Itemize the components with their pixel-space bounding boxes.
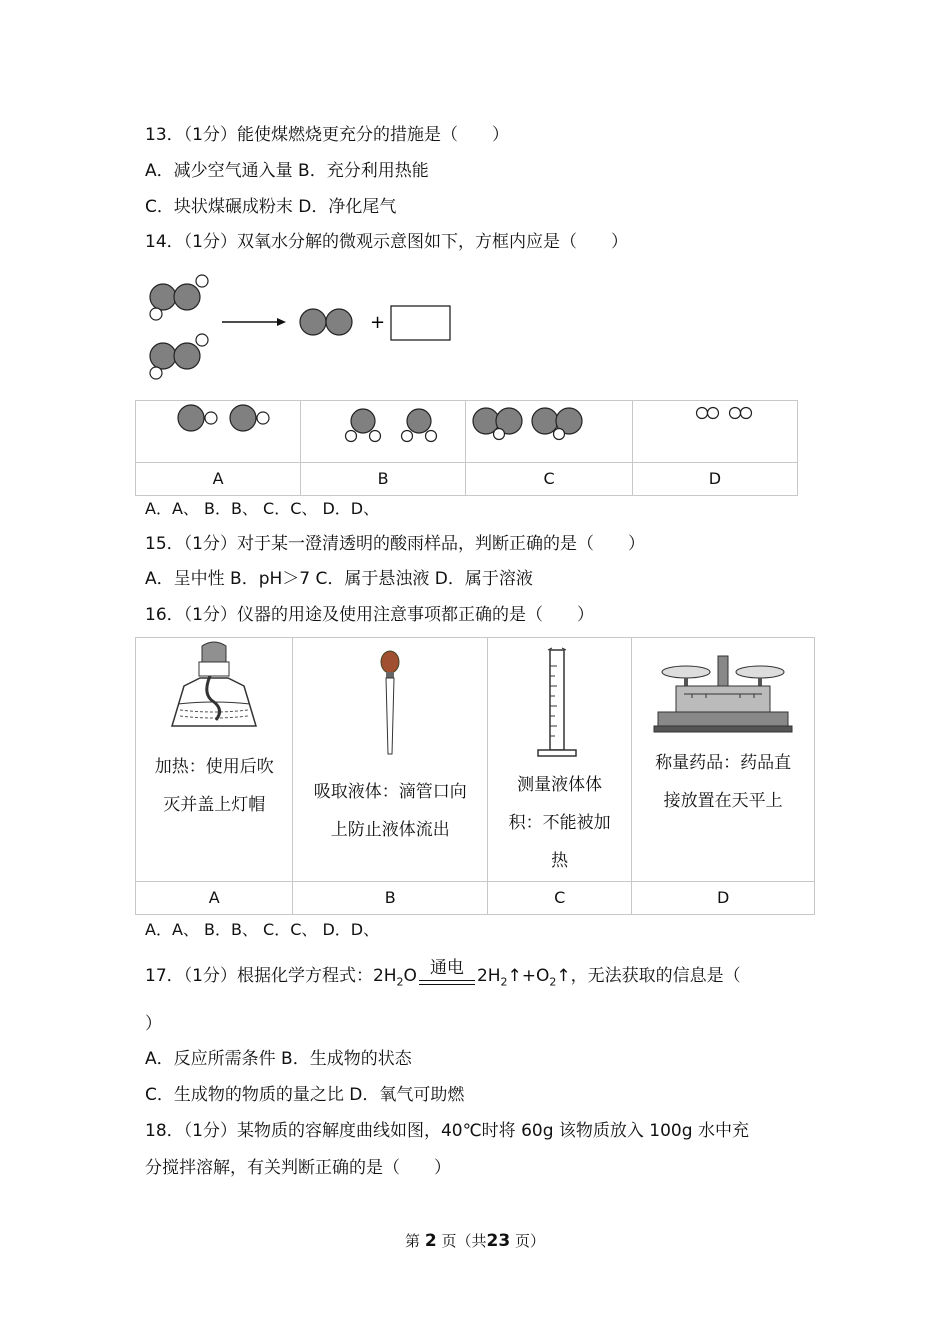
answer-box	[391, 306, 450, 340]
q16-b-desc-2: 上防止液体流出	[330, 820, 450, 840]
q16-cell-a	[136, 638, 293, 882]
q16-a-desc-2: 灭并盖上灯帽	[163, 795, 266, 815]
plus-sign: +	[370, 312, 386, 333]
q13-options-2: C．块状煤碾成粉末 D．净化尾气	[145, 197, 397, 217]
h2o2-molecule-1	[150, 275, 208, 320]
q17-close-paren: ）	[145, 1014, 162, 1034]
q16-options-table	[135, 637, 815, 915]
o2-molecule	[300, 309, 352, 335]
page-footer: 第 2 页（共23 页）	[405, 1231, 545, 1251]
q14-cell-c	[466, 401, 633, 463]
q16-label-a: A	[136, 882, 293, 915]
reaction-arrow-icon	[222, 318, 286, 326]
q14-label-c: C	[466, 463, 633, 496]
q14-stem: 14．（1分）双氧水分解的微观示意图如下，方框内应是（ ）	[145, 232, 628, 252]
q15-stem: 15．（1分）对于某一澄清透明的酸雨样品，判断正确的是（ ）	[145, 534, 645, 554]
q16-options: A．A、 B．B、 C．C、 D．D、	[145, 920, 380, 939]
q16-cell-b	[293, 638, 488, 882]
q14-reaction-diagram	[140, 268, 470, 383]
q17-condition-arrow: 通电	[417, 971, 477, 993]
q13-options-1: A．减少空气通入量 B．充分利用热能	[145, 161, 429, 181]
q14-cell-d	[632, 401, 797, 463]
q16-c-desc-1: 测量液体体	[517, 775, 603, 795]
q16-cell-c	[488, 638, 632, 882]
q17-options-1: A．反应所需条件 B．生成物的状态	[145, 1049, 412, 1069]
dropper-icon	[370, 648, 410, 763]
q17-options-2: C．生成物的物质的量之比 D．氧气可助燃	[145, 1085, 465, 1105]
q13-stem: 13．（1分）能使煤燃烧更充分的措施是（ ）	[145, 125, 509, 145]
q14-cell-b	[301, 401, 466, 463]
q14-options: A．A、 B．B、 C．C、 D．D、	[145, 499, 380, 518]
q16-stem: 16．（1分）仪器的用途及使用注意事项都正确的是（ ）	[145, 605, 594, 625]
q16-label-d: D	[632, 882, 815, 915]
q16-d-desc-1: 称量药品：药品直	[655, 753, 792, 773]
q16-d-desc-2: 接放置在天平上	[663, 791, 783, 811]
q16-c-desc-2: 积：不能被加	[508, 813, 611, 833]
alcohol-lamp-icon	[164, 640, 264, 740]
q14-options-table	[135, 400, 798, 496]
q16-c-desc-3: 热	[551, 851, 569, 871]
balance-scale-icon	[648, 650, 798, 740]
q15-options: A．呈中性 B．pH＞7 C．属于悬浊液 D．属于溶液	[145, 569, 533, 589]
q16-label-c: C	[488, 882, 632, 915]
q18-stem-1: 18．（1分）某物质的容解度曲线如图，40℃时将 60g 该物质放入 100g 水中充	[145, 1121, 749, 1141]
q18-stem-2: 分搅拌溶解，有关判断正确的是（ ）	[145, 1158, 451, 1178]
q16-a-desc-1: 加热：使用后吹	[154, 757, 274, 777]
measuring-cylinder-icon	[530, 646, 590, 764]
h2o2-molecule-2	[150, 334, 208, 379]
q14-label-b: B	[301, 463, 466, 496]
q16-cell-d	[632, 638, 815, 882]
q16-label-b: B	[293, 882, 488, 915]
q16-b-desc-1: 吸取液体：滴管口向	[313, 782, 467, 802]
q14-label-a: A	[136, 463, 301, 496]
q17-stem: 17．（1分）根据化学方程式：$2H_2O$ 通电 $2H_2↑+O_2↑$，无法获取的信息是（	[145, 965, 741, 993]
q14-cell-a	[136, 401, 301, 463]
q14-label-d: D	[632, 463, 797, 496]
